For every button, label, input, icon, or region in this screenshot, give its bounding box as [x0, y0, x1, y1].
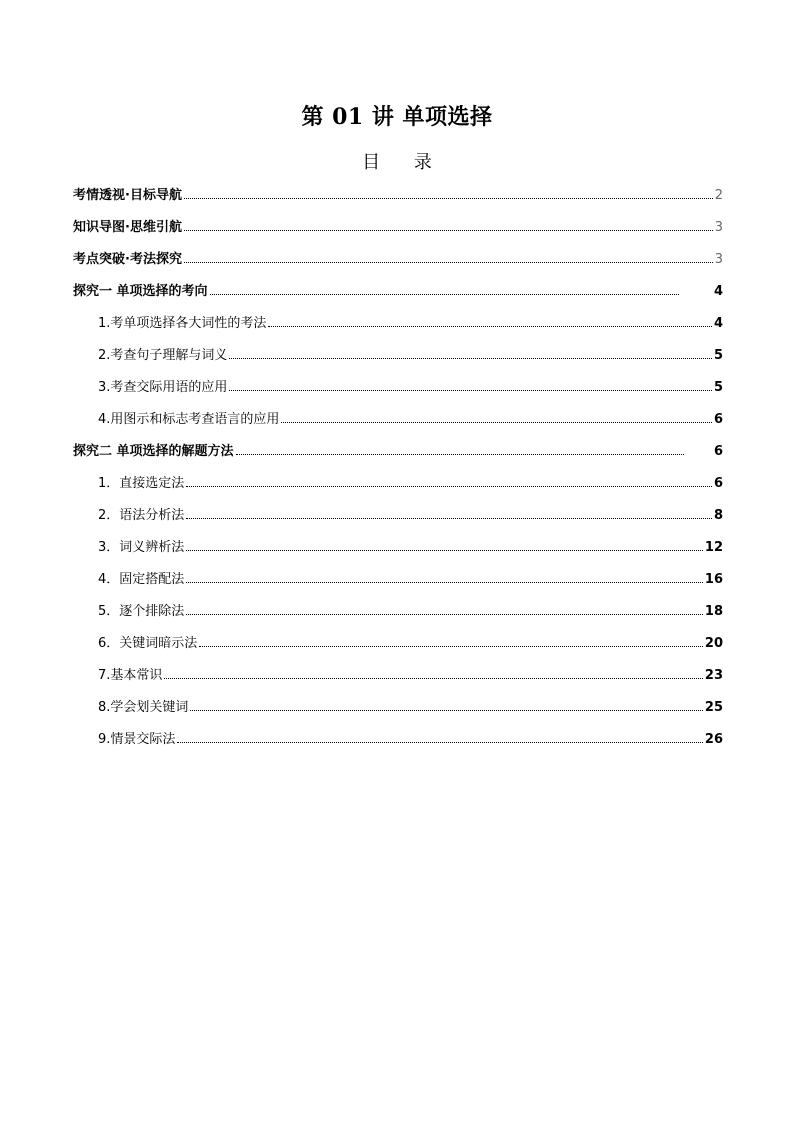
dot-leader: [184, 229, 713, 231]
toc-entry-page: 8: [713, 508, 723, 523]
toc-entry[interactable]: [98, 568, 723, 592]
dot-leader: [186, 581, 703, 583]
toc-entry[interactable]: [98, 376, 723, 400]
toc-entry[interactable]: [98, 344, 723, 368]
toc-entry-label: 6．关键词暗示法: [98, 636, 198, 651]
toc-entry-label: 7.基本常识: [98, 668, 163, 683]
toc-entry-label: 8.学会划关键词: [98, 700, 189, 715]
dot-leader: [199, 645, 703, 647]
toc-entry-page: 4: [714, 284, 724, 299]
toc-entry-label: 1.考单项选择各大词性的考法: [98, 316, 267, 331]
toc-entry-page: 16: [704, 572, 723, 587]
toc-entry-page: 5: [713, 380, 723, 395]
toc-entry-label: 4．固定搭配法: [98, 572, 185, 587]
dot-leader: [229, 389, 712, 391]
toc-entry[interactable]: [73, 248, 723, 272]
toc-entry-label: 4.用图示和标志考查语言的应用: [98, 412, 280, 427]
toc-entry-page: 18: [704, 604, 723, 619]
dot-leader: [268, 325, 712, 327]
toc-entry-page: 25: [704, 700, 723, 715]
toc-entry-label: 知识导图·思维引航: [73, 220, 182, 235]
dot-leader: [186, 517, 712, 519]
toc-entry[interactable]: [73, 184, 723, 208]
dot-leader: [190, 709, 703, 711]
toc-entry[interactable]: [98, 728, 723, 752]
dot-leader: [164, 677, 703, 679]
toc-entry-page: 5: [713, 348, 723, 363]
dot-leader: [236, 453, 684, 455]
toc-entry-page: 26: [704, 732, 723, 747]
toc-entry-label: 3.考查交际用语的应用: [98, 380, 228, 395]
dot-leader: [177, 741, 703, 743]
toc-entry-label: 探究一 单项选择的考向: [73, 284, 208, 299]
toc-entry-page: 6: [714, 444, 724, 459]
dot-leader: [184, 197, 713, 199]
toc-entry-label: 1．直接选定法: [98, 476, 185, 491]
toc-heading: 目 录: [362, 152, 446, 173]
toc-entry[interactable]: [98, 472, 723, 496]
toc-entry[interactable]: [98, 408, 723, 432]
toc-entry-page: 3: [714, 252, 723, 267]
dot-leader: [210, 293, 679, 295]
toc-entry-label: 3．词义辨析法: [98, 540, 185, 555]
toc-entry-page: 4: [713, 316, 723, 331]
dot-leader: [186, 613, 703, 615]
toc-entry[interactable]: [98, 696, 723, 720]
toc-entry-page: 6: [713, 476, 723, 491]
toc-entry-label: 探究二 单项选择的解题方法: [73, 444, 234, 459]
toc-entry-label: 5．逐个排除法: [98, 604, 185, 619]
toc-entry-page: 23: [704, 668, 723, 683]
toc-entry[interactable]: [73, 440, 686, 464]
toc-entry-page: 6: [713, 412, 723, 427]
document-title: 第 01 讲 单项选择: [301, 104, 493, 130]
dot-leader: [229, 357, 712, 359]
dot-leader: [281, 421, 712, 423]
toc-entry-label: 考点突破·考法探究: [73, 252, 182, 267]
toc-entry-label: 2.考查句子理解与词义: [98, 348, 228, 363]
toc-entry[interactable]: [98, 632, 723, 656]
toc-entry[interactable]: [98, 536, 723, 560]
toc-entry-label: 考情透视·目标导航: [73, 188, 182, 203]
toc-entry[interactable]: [73, 216, 723, 240]
toc-entry-page: 12: [704, 540, 723, 555]
toc-entry-page: 20: [704, 636, 723, 651]
dot-leader: [184, 261, 713, 263]
toc-entry[interactable]: [98, 312, 723, 336]
dot-leader: [186, 549, 703, 551]
toc-entry[interactable]: [98, 664, 723, 688]
toc-entry-page: 2: [714, 188, 723, 203]
toc-entry[interactable]: [98, 504, 723, 528]
toc-entry[interactable]: [73, 280, 681, 304]
toc-entry[interactable]: [98, 600, 723, 624]
toc-entry-label: 2．语法分析法: [98, 508, 185, 523]
dot-leader: [186, 485, 712, 487]
toc-entry-label: 9.情景交际法: [98, 732, 176, 747]
toc-entry-page: 3: [714, 220, 723, 235]
